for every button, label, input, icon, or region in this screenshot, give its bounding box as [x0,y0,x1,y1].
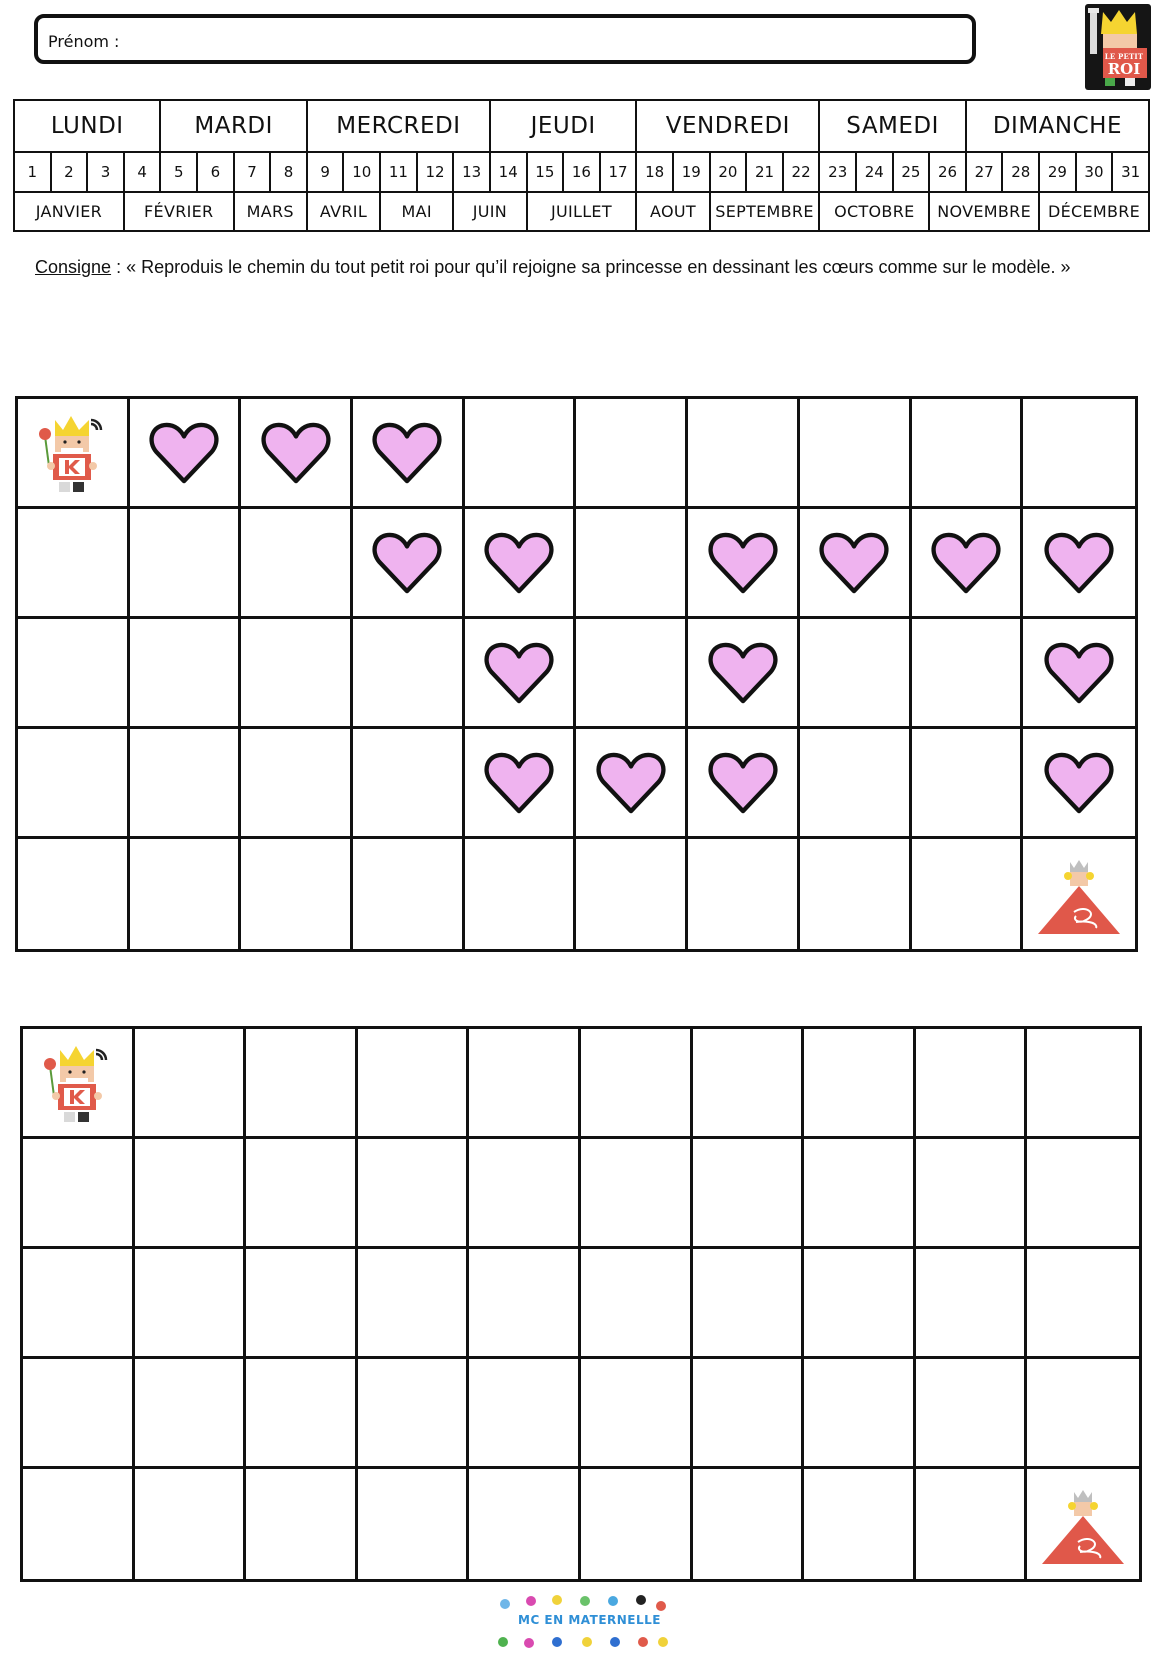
grid-cell[interactable] [800,729,912,839]
grid-cell[interactable] [688,839,800,949]
logo-line1: LE PETIT [1104,52,1144,61]
grid-cell[interactable] [135,1029,247,1139]
grid-cell[interactable] [581,1139,693,1249]
model-grid [15,396,1138,952]
grid-cell[interactable] [912,619,1024,729]
grid-cell[interactable] [469,1469,581,1579]
king-icon [35,410,109,496]
day-number[interactable]: 7 [234,152,271,192]
grid-cell[interactable] [135,1139,247,1249]
grid-cell[interactable] [1023,839,1135,949]
day-wednesday[interactable]: MERCREDI [307,100,490,152]
grid-cell[interactable] [1023,399,1135,509]
heart-icon [930,530,1002,596]
grid-cell[interactable] [912,399,1024,509]
princess-icon [1036,858,1122,938]
day-number[interactable]: 1 [14,152,51,192]
grid-cell[interactable] [18,509,130,619]
grid-cell[interactable] [469,1139,581,1249]
day-number[interactable]: 25 [893,152,930,192]
grid-cell[interactable] [18,399,130,509]
grid-cell[interactable] [804,1249,916,1359]
day-number[interactable]: 24 [856,152,893,192]
grid-cell[interactable] [246,1029,358,1139]
grid-cell[interactable] [465,509,577,619]
instruction-label: Consigne [35,257,112,277]
grid-cell[interactable] [804,1469,916,1579]
grid-cell[interactable] [693,1139,805,1249]
day-number[interactable]: 11 [380,152,417,192]
grid-cell[interactable] [353,509,465,619]
logo-line2: ROI [1107,60,1141,78]
grid-cell[interactable] [576,619,688,729]
days-row [14,100,1149,152]
grid-cell[interactable] [18,729,130,839]
day-sunday[interactable]: DIMANCHE [966,100,1149,152]
grid-cell[interactable] [358,1029,470,1139]
grid-cell[interactable] [130,839,242,949]
grid-cell[interactable] [1027,1139,1139,1249]
grid-cell[interactable] [1027,1469,1139,1579]
grid-cell[interactable] [23,1139,135,1249]
grid-cell[interactable] [18,839,130,949]
day-number[interactable]: 23 [819,152,856,192]
months-row [14,192,1149,231]
day-number[interactable]: 9 [307,152,344,192]
footer-logo [485,1592,685,1652]
grid-cell[interactable] [241,509,353,619]
day-number[interactable]: 27 [966,152,1003,192]
day-friday[interactable]: VENDREDI [636,100,819,152]
day-number[interactable]: 15 [527,152,564,192]
day-number[interactable]: 4 [124,152,161,192]
grid-cell[interactable] [358,1469,470,1579]
month-march[interactable]: MARS [234,192,307,231]
grid-cell[interactable] [693,1359,805,1469]
grid-cell[interactable] [916,1359,1028,1469]
day-number[interactable]: 8 [270,152,307,192]
grid-cell[interactable] [246,1359,358,1469]
instruction [35,253,1135,282]
day-tuesday[interactable]: MARDI [160,100,306,152]
month-september[interactable]: SEPTEMBRE [710,192,820,231]
day-number[interactable]: 30 [1076,152,1113,192]
grid-cell[interactable] [581,1029,693,1139]
footer-brand: MC EN MATERNELLE [518,1613,661,1627]
grid-cell[interactable] [353,619,465,729]
grid-cell[interactable] [1023,509,1135,619]
heart-icon [1043,640,1115,706]
heart-icon [707,530,779,596]
grid-cell[interactable] [800,619,912,729]
day-thursday[interactable]: JEUDI [490,100,636,152]
heart-icon [483,530,555,596]
day-number[interactable]: 6 [197,152,234,192]
grid-cell[interactable] [1023,729,1135,839]
month-june[interactable]: JUIN [453,192,526,231]
month-august[interactable]: AOUT [636,192,709,231]
heart-icon [1043,750,1115,816]
month-february[interactable]: FÉVRIER [124,192,234,231]
month-january[interactable]: JANVIER [14,192,124,231]
heart-icon [707,640,779,706]
grid-cell[interactable] [130,729,242,839]
grid-cell[interactable] [804,1139,916,1249]
grid-cell[interactable] [23,1029,135,1139]
grid-cell[interactable] [246,1249,358,1359]
heart-icon [260,420,332,486]
day-number[interactable]: 14 [490,152,527,192]
grid-cell[interactable] [804,1029,916,1139]
heart-icon [371,530,443,596]
princess-icon [1040,1488,1126,1568]
instruction-text: : « Reproduis le chemin du tout petit roi pour qu’il rejoigne sa princesse en dessinant les cœurs comme sur le modèle. » [111,257,1071,277]
day-number[interactable]: 21 [746,152,783,192]
day-number[interactable]: 5 [160,152,197,192]
grid-cell[interactable] [688,509,800,619]
day-number[interactable]: 12 [417,152,454,192]
heart-icon [483,640,555,706]
day-number[interactable]: 28 [1002,152,1039,192]
grid-cell[interactable] [576,399,688,509]
grid-cell[interactable] [581,1359,693,1469]
grid-cell[interactable] [916,1029,1028,1139]
heart-icon [1043,530,1115,596]
grid-cell[interactable] [693,1249,805,1359]
copy-grid [20,1026,1142,1582]
month-november[interactable]: NOVEMBRE [929,192,1039,231]
grid-cell[interactable] [576,729,688,839]
day-number[interactable]: 26 [929,152,966,192]
grid-cell[interactable] [246,1139,358,1249]
grid-cell[interactable] [353,399,465,509]
month-july[interactable]: JUILLET [527,192,637,231]
grid-cell[interactable] [912,509,1024,619]
heart-icon [818,530,890,596]
calendar-table [13,99,1150,232]
grid-cell[interactable] [465,399,577,509]
grid-cell[interactable] [469,1029,581,1139]
grid-cell[interactable] [241,729,353,839]
le-petit-roi-logo [1085,4,1151,90]
grid-cell[interactable] [916,1469,1028,1579]
month-december[interactable]: DÉCEMBRE [1039,192,1149,231]
month-april[interactable]: AVRIL [307,192,380,231]
grid-cell[interactable] [916,1139,1028,1249]
grid-cell[interactable] [916,1249,1028,1359]
grid-cell[interactable] [23,1469,135,1579]
grid-cell[interactable] [465,619,577,729]
grid-cell[interactable] [804,1359,916,1469]
heart-icon [595,750,667,816]
day-number[interactable]: 17 [600,152,637,192]
king-icon [40,1040,114,1126]
grid-cell[interactable] [581,1469,693,1579]
numbers-row [14,152,1149,192]
grid-cell[interactable] [241,399,353,509]
grid-cell[interactable] [800,839,912,949]
grid-cell[interactable] [1027,1359,1139,1469]
grid-cell[interactable] [130,509,242,619]
grid-cell[interactable] [135,1469,247,1579]
grid-cell[interactable] [135,1249,247,1359]
grid-cell[interactable] [800,509,912,619]
day-number[interactable]: 29 [1039,152,1076,192]
grid-cell[interactable] [693,1469,805,1579]
day-number[interactable]: 3 [87,152,124,192]
grid-cell[interactable] [465,839,577,949]
grid-cell[interactable] [465,729,577,839]
heart-icon [707,750,779,816]
grid-cell[interactable] [241,839,353,949]
grid-cell[interactable] [469,1359,581,1469]
grid-cell[interactable] [1027,1249,1139,1359]
grid-cell[interactable] [358,1359,470,1469]
day-number[interactable]: 13 [453,152,490,192]
logo-title [1103,50,1145,78]
day-monday[interactable]: LUNDI [14,100,160,152]
heart-icon [148,420,220,486]
grid-cell[interactable] [18,619,130,729]
grid-cell[interactable] [135,1359,247,1469]
day-number[interactable]: 18 [636,152,673,192]
grid-cell[interactable] [130,399,242,509]
grid-cell[interactable] [1027,1029,1139,1139]
grid-cell[interactable] [912,839,1024,949]
day-number[interactable]: 20 [710,152,747,192]
heart-icon [371,420,443,486]
grid-cell[interactable] [688,399,800,509]
grid-cell[interactable] [576,509,688,619]
grid-cell[interactable] [241,619,353,729]
grid-cell[interactable] [358,1249,470,1359]
grid-cell[interactable] [581,1249,693,1359]
name-field[interactable] [34,14,976,64]
month-may[interactable]: MAI [380,192,453,231]
day-number[interactable]: 2 [51,152,88,192]
day-number[interactable]: 16 [563,152,600,192]
month-october[interactable]: OCTOBRE [819,192,929,231]
day-number[interactable]: 22 [783,152,820,192]
grid-cell[interactable] [130,619,242,729]
day-number[interactable]: 10 [343,152,380,192]
prenom-label: Prénom : [48,32,120,51]
grid-cell[interactable] [353,729,465,839]
grid-cell[interactable] [353,839,465,949]
grid-cell[interactable] [576,839,688,949]
grid-cell[interactable] [23,1359,135,1469]
grid-cell[interactable] [469,1249,581,1359]
grid-cell[interactable] [23,1249,135,1359]
grid-cell[interactable] [800,399,912,509]
grid-cell[interactable] [1023,619,1135,729]
day-saturday[interactable]: SAMEDI [819,100,965,152]
day-number[interactable]: 31 [1112,152,1149,192]
grid-cell[interactable] [358,1139,470,1249]
grid-cell[interactable] [693,1029,805,1139]
day-number[interactable]: 19 [673,152,710,192]
grid-cell[interactable] [912,729,1024,839]
grid-cell[interactable] [688,729,800,839]
grid-cell[interactable] [688,619,800,729]
grid-cell[interactable] [246,1469,358,1579]
heart-icon [483,750,555,816]
